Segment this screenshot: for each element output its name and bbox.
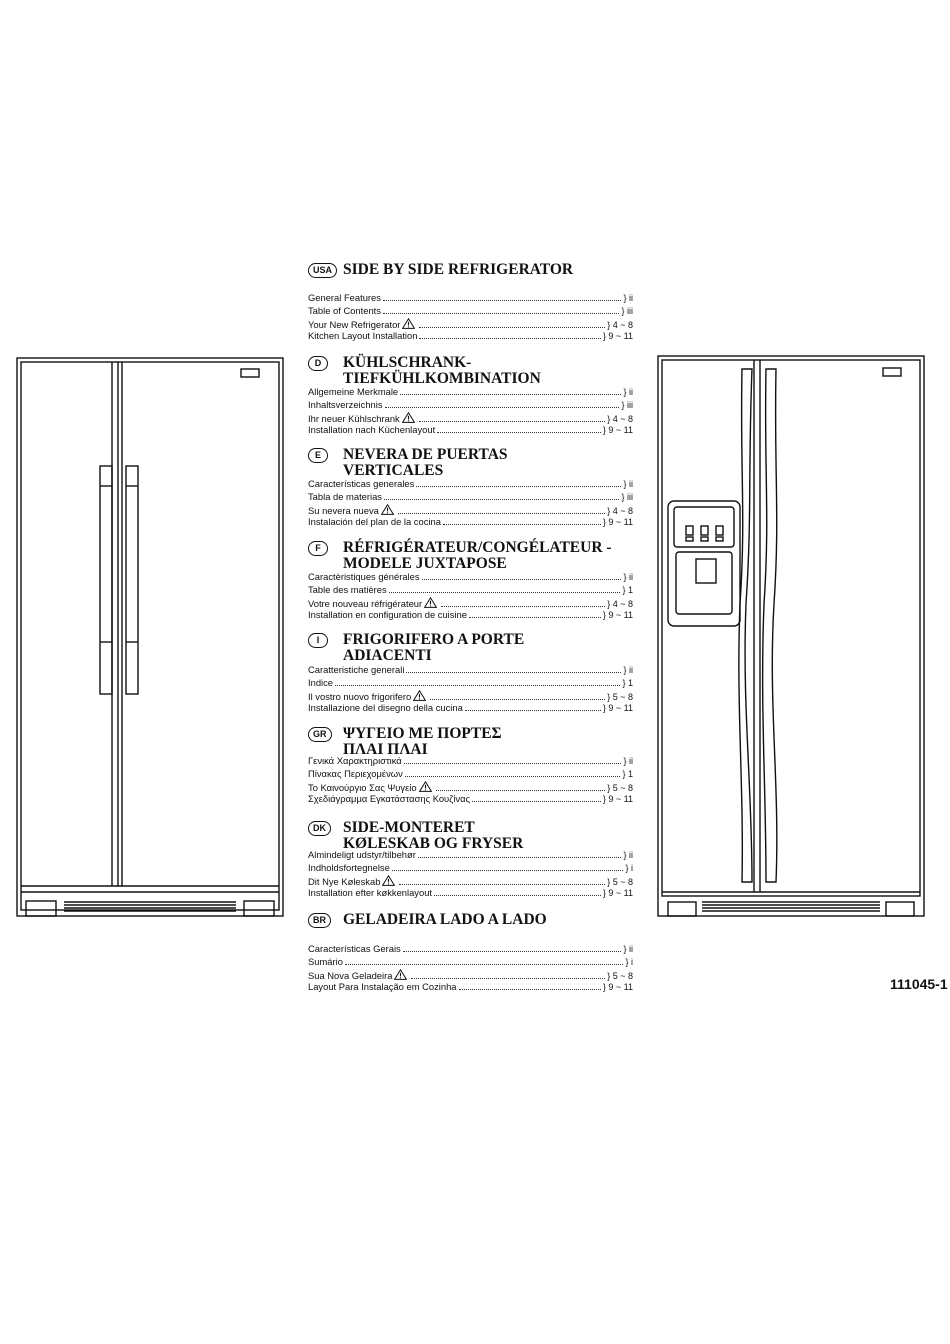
toc-item-label: Table of Contents <box>308 304 381 316</box>
dot-leader <box>411 970 605 979</box>
country-badge: DK <box>308 821 331 836</box>
toc-item-page: } 4 ~ 8 <box>607 414 633 425</box>
toc-item-page: } 4 ~ 8 <box>607 599 633 610</box>
dot-leader <box>383 292 622 301</box>
section-header <box>308 631 633 664</box>
toc-item-label: Kitchen Layout Installation <box>308 329 418 341</box>
toc-item-label: Dit Nye Køleskab <box>308 876 381 888</box>
dot-leader <box>419 330 600 339</box>
dot-leader <box>345 956 624 965</box>
toc-item-list <box>308 478 633 528</box>
toc-item-list <box>308 849 633 899</box>
section-header <box>308 446 633 479</box>
toc-item[interactable] <box>308 981 633 994</box>
toc-item-label: Installation en configuration de cuisine <box>308 608 467 620</box>
dot-leader <box>422 571 622 580</box>
toc-item[interactable] <box>308 292 633 305</box>
toc-section <box>308 819 633 898</box>
toc-item-label: General Features <box>308 292 381 303</box>
toc-item-label: Sua Nova Geladeira <box>308 970 393 982</box>
section-title <box>343 540 612 571</box>
dot-leader <box>404 755 622 764</box>
toc-item-label: Su nevera nueva <box>308 505 379 517</box>
dot-leader <box>385 399 620 408</box>
toc-item[interactable] <box>308 689 633 702</box>
dot-leader <box>472 793 601 802</box>
toc-item-page: } 5 ~ 8 <box>607 783 633 794</box>
toc-item[interactable] <box>308 849 633 862</box>
toc-section <box>308 261 633 341</box>
toc-item[interactable] <box>308 862 633 875</box>
section-title-line: ΠΛΑΙ ΠΛΑΙ <box>343 740 428 758</box>
dot-leader <box>384 491 619 500</box>
toc-item[interactable] <box>308 664 633 677</box>
toc-item-label: Indice <box>308 676 334 688</box>
warning-triangle-icon <box>402 412 415 423</box>
toc-section <box>308 911 633 992</box>
section-title-line: KÜHLSCHRANK- <box>343 354 472 371</box>
toc-item-page: } i <box>625 956 633 967</box>
toc-section <box>308 725 633 804</box>
dot-leader <box>465 702 601 711</box>
toc-item-label: Installation nach Küchenlayout <box>308 423 436 435</box>
section-title-line: KØLESKAB OG FRYSER <box>343 834 524 852</box>
section-title-line: FRIGORIFERO A PORTE <box>343 631 525 648</box>
section-title-line: ΨΥΓΕΙΟ ΜΕ ΠΟΡΤΕΣ <box>343 725 502 742</box>
toc-item-label: Your New Refrigerator <box>308 319 401 331</box>
section-title <box>343 912 547 928</box>
dot-leader <box>459 981 601 990</box>
toc-item-page: } 9 ~ 11 <box>602 424 633 435</box>
toc-item[interactable] <box>308 317 633 330</box>
toc-item-label: Tabla de materias <box>308 490 382 502</box>
section-title-line: TIEFKÜHLKOMBINATION <box>343 369 541 387</box>
toc-item[interactable] <box>308 968 633 981</box>
toc-item[interactable] <box>308 755 633 768</box>
toc-item-label: Table des matières <box>308 583 387 595</box>
country-badge: GR <box>308 727 332 742</box>
toc-item-page: } 9 ~ 11 <box>602 609 633 620</box>
toc-item-page: } 9 ~ 11 <box>602 981 633 992</box>
dot-leader <box>406 664 621 673</box>
toc-item[interactable] <box>308 943 633 956</box>
toc-item-list <box>308 664 633 714</box>
section-title <box>343 632 524 663</box>
toc-item-label: Votre nouveau réfrigérateur <box>308 598 423 610</box>
toc-item-page: } 9 ~ 11 <box>602 887 633 898</box>
warning-triangle-icon <box>382 875 395 886</box>
dot-leader <box>437 424 601 433</box>
toc-item[interactable] <box>308 516 633 529</box>
document-number: 111045-1 <box>890 976 948 992</box>
toc-item-page: } ii <box>623 572 633 582</box>
section-title <box>343 447 508 478</box>
toc-item-page: } 9 ~ 11 <box>602 330 633 341</box>
toc-item-list <box>308 755 633 805</box>
toc-item-page: } ii <box>623 665 633 675</box>
warning-triangle-icon <box>413 690 426 701</box>
warning-triangle-icon <box>394 969 407 980</box>
toc-item-list <box>308 292 633 342</box>
toc-item-label: Σχεδιάγραμμα Εγκατάστασης Κουζίνας <box>308 792 471 804</box>
toc-item-label: Características generales <box>308 478 415 489</box>
toc-item[interactable] <box>308 874 633 887</box>
toc-item-list <box>308 571 633 621</box>
country-badge: BR <box>308 913 331 928</box>
warning-triangle-icon <box>424 597 437 608</box>
dot-leader <box>335 677 620 686</box>
section-title <box>343 820 523 851</box>
toc-item-page: } iii <box>621 305 633 316</box>
toc-item[interactable] <box>308 424 633 437</box>
dot-leader <box>419 413 606 422</box>
section-title <box>343 355 541 386</box>
toc-item-page: } 1 <box>622 677 633 688</box>
toc-item-label: Indholdsfortegnelse <box>308 861 390 873</box>
toc-item-page: } 9 ~ 11 <box>602 702 633 713</box>
toc-item-label: Γενικά Χαρακτηριστικά <box>308 755 402 766</box>
toc-item-label: Installazione del disegno della cucina <box>308 701 463 713</box>
section-header <box>308 725 633 758</box>
toc-item[interactable] <box>308 584 633 597</box>
toc-item-label: Πίνακας Περιεχομένων <box>308 767 403 779</box>
toc-item-list <box>308 386 633 436</box>
section-header <box>308 539 633 572</box>
toc-item-page: } iii <box>621 399 633 410</box>
toc-item[interactable] <box>308 768 633 781</box>
toc-item-label: Caratteristiche generali <box>308 664 405 675</box>
toc-item-page: } ii <box>623 293 633 303</box>
dot-leader <box>398 505 605 514</box>
toc-item-label: Ihr neuer Kühlschrank <box>308 413 400 425</box>
toc-item-page: } 4 ~ 8 <box>607 320 633 331</box>
toc-item[interactable] <box>308 491 633 504</box>
section-header <box>308 819 633 852</box>
toc-item[interactable] <box>308 887 633 900</box>
country-badge: F <box>308 541 328 556</box>
toc-item-page: } ii <box>623 387 633 397</box>
toc-item-label: Allgemeine Merkmale <box>308 386 399 397</box>
section-header <box>308 262 633 280</box>
toc-item-page: } 1 <box>622 584 633 595</box>
section-title-line: SIDE BY SIDE REFRIGERATOR <box>343 261 574 278</box>
section-title-line: GELADEIRA LADO A LADO <box>343 911 547 928</box>
dot-leader <box>441 598 605 607</box>
toc-item-label: Inhaltsverzeichnis <box>308 398 383 410</box>
toc-item[interactable] <box>308 596 633 609</box>
dot-leader <box>416 478 621 487</box>
toc-item[interactable] <box>308 503 633 516</box>
toc-section <box>308 539 633 620</box>
warning-triangle-icon <box>381 504 394 515</box>
section-title <box>343 726 502 757</box>
toc-item[interactable] <box>308 609 633 622</box>
section-header <box>308 354 633 387</box>
section-title-line: NEVERA DE PUERTAS <box>343 446 508 463</box>
toc-item[interactable] <box>308 793 633 806</box>
warning-triangle-icon <box>402 318 415 329</box>
toc-item[interactable] <box>308 386 633 399</box>
country-badge: D <box>308 356 328 371</box>
country-badge: USA <box>308 263 337 278</box>
toc-item-label: Caractèristiques générales <box>308 571 420 582</box>
left-refrigerator-illustration <box>14 356 286 919</box>
section-title-line: SIDE-MONTERET <box>343 819 475 836</box>
toc-item-page: } iii <box>621 491 633 502</box>
toc-item-list <box>308 943 633 993</box>
toc-item[interactable] <box>308 411 633 424</box>
toc-item-page: } ii <box>623 944 633 954</box>
dot-leader <box>405 768 621 777</box>
toc-item-label: Almindeligt udstyr/tilbehør <box>308 849 416 860</box>
toc-item[interactable] <box>308 571 633 584</box>
dot-leader <box>383 305 620 314</box>
toc-item-page: } ii <box>623 850 633 860</box>
right-refrigerator-illustration <box>656 354 928 919</box>
section-title <box>343 262 573 278</box>
dot-leader <box>436 782 606 791</box>
dot-leader <box>418 849 622 858</box>
toc-item-page: } 5 ~ 8 <box>607 971 633 982</box>
toc-item[interactable] <box>308 956 633 969</box>
country-badge: I <box>308 633 328 648</box>
toc-item-page: } 1 <box>622 768 633 779</box>
dot-leader <box>434 887 601 896</box>
toc-section <box>308 446 633 527</box>
toc-item[interactable] <box>308 399 633 412</box>
section-title-line: RÉFRIGÉRATEUR/CONGÉLATEUR - <box>343 539 612 556</box>
dot-leader <box>392 862 624 871</box>
toc-item-label: Το Καινούργιο Σας Ψυγείο <box>308 782 417 794</box>
toc-item-page: } 5 ~ 8 <box>607 692 633 703</box>
toc-item-page: } 9 ~ 11 <box>602 516 633 527</box>
toc-item-page: } ii <box>623 756 633 766</box>
toc-item-page: } 9 ~ 11 <box>602 793 633 804</box>
dot-leader <box>403 943 622 952</box>
dot-leader <box>469 609 601 618</box>
section-title-line: VERTICALES <box>343 461 444 479</box>
toc-item-page: } ii <box>623 479 633 489</box>
toc-item-label: Sumário <box>308 955 343 967</box>
toc-item[interactable] <box>308 330 633 343</box>
dot-leader <box>430 691 605 700</box>
toc-item[interactable] <box>308 478 633 491</box>
toc-item[interactable] <box>308 677 633 690</box>
dot-leader <box>399 876 605 885</box>
toc-item-label: Layout Para Instalação em Cozinha <box>308 980 457 992</box>
dot-leader <box>419 319 605 328</box>
toc-section <box>308 354 633 435</box>
toc-item-page: } 5 ~ 8 <box>607 877 633 888</box>
toc-section <box>308 631 633 713</box>
toc-item-label: Il vostro nuovo frigorifero <box>308 691 412 703</box>
toc-item-page: } i <box>625 862 633 873</box>
toc-item-label: Instalación del plan de la cocina <box>308 515 441 527</box>
dot-leader <box>400 386 621 395</box>
toc-item[interactable] <box>308 702 633 715</box>
section-title-line: MODELE JUXTAPOSE <box>343 554 507 572</box>
warning-triangle-icon <box>419 781 432 792</box>
section-title-line: ADIACENTI <box>343 646 432 664</box>
dot-leader <box>443 516 601 525</box>
toc-item[interactable] <box>308 780 633 793</box>
toc-item[interactable] <box>308 305 633 318</box>
toc-item-label: Installation efter køkkenlayout <box>308 886 433 898</box>
toc-item-label: Características Gerais <box>308 943 401 954</box>
country-badge: E <box>308 448 328 463</box>
toc-item-page: } 4 ~ 8 <box>607 506 633 517</box>
dot-leader <box>389 584 621 593</box>
section-header <box>308 912 633 930</box>
